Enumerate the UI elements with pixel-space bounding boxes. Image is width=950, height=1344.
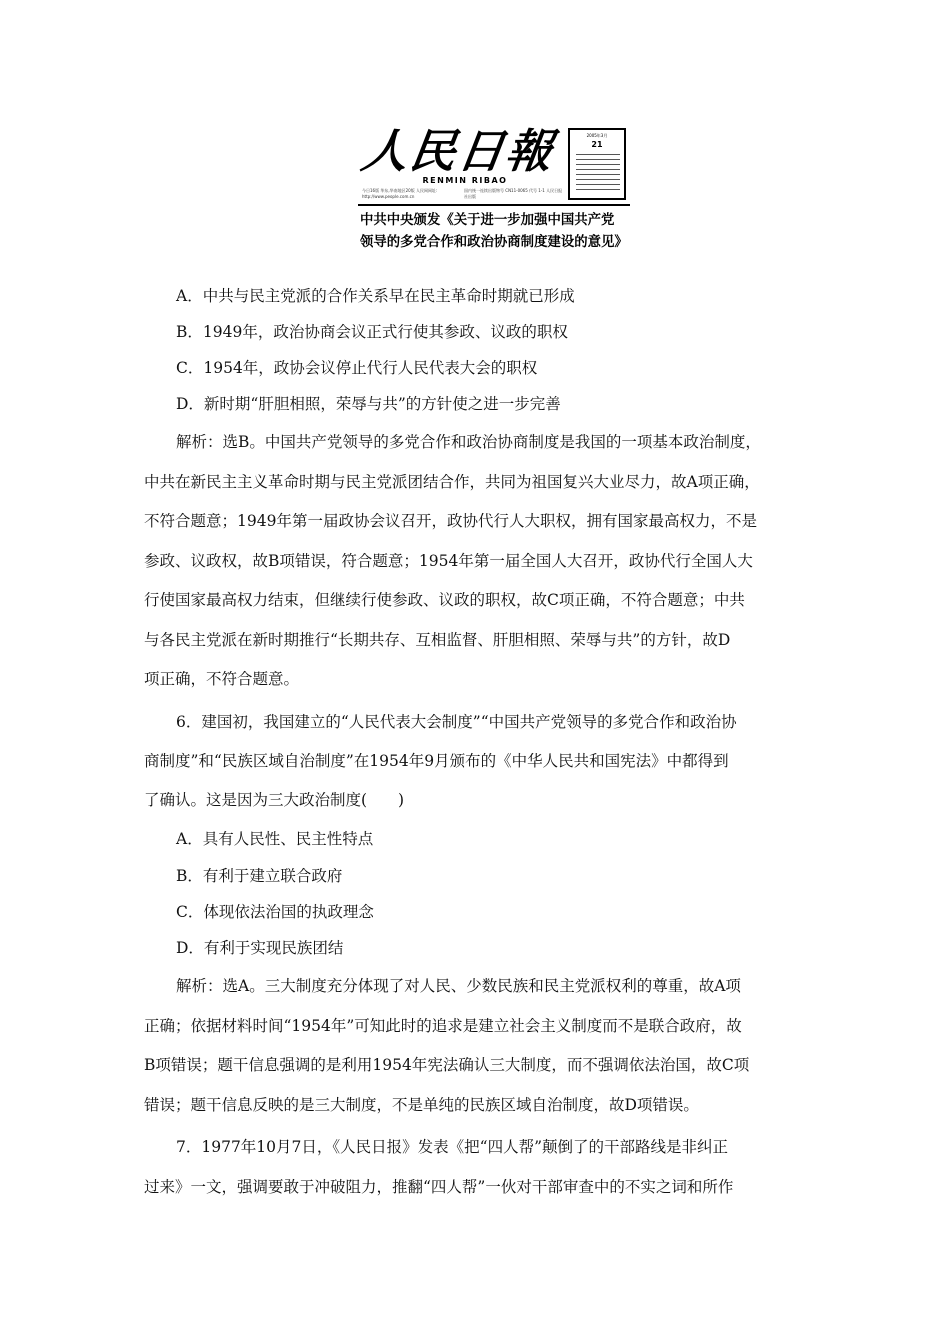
newspaper-logo: 人民日報: [358, 124, 558, 178]
q6-stem-line: 商制度”和“民族区域自治制度”在1954年9月颁布的《中华人民共和国宪法》中都得到: [144, 752, 729, 770]
q6-analysis-line: 错误；题干信息反映的是三大制度，不是单纯的民族区域自治制度，故D项错误。: [144, 1096, 699, 1114]
q5-analysis-line: 参政、议政权，故B项错误，符合题意；1954年第一届全国人大召开，政协代行全国人大: [144, 552, 753, 570]
q5-option-b: B．1949年，政治协商会议正式行使其参政、议政的职权: [176, 323, 568, 341]
masthead-divider: [358, 204, 630, 206]
q5-analysis-line: 中共在新民主主义革命时期与民主党派团结合作，共同为祖国复兴大业尽力，故A项正确，: [144, 473, 760, 491]
masthead-box-text-lines: [576, 154, 620, 194]
q5-analysis-line: 不符合题意；1949年第一届政协会议召开，政协代行人大职权，拥有国家最高权力，不是: [144, 512, 757, 530]
masthead-date-box: [568, 128, 626, 200]
q6-option-b: B．有利于建立联合政府: [176, 867, 343, 885]
masthead-top: [358, 126, 630, 202]
masthead-info-left: 今日16版 华东,华南地区20版 人民网网址: http://www.people.com.cn: [362, 188, 438, 199]
q6-stem-line: 了确认。这是因为三大政治制度( ): [144, 791, 405, 809]
newspaper-masthead-image: [358, 126, 630, 260]
q5-option-d: D．新时期“肝胆相照，荣辱与共”的方针使之进一步完善: [176, 395, 561, 413]
headline-line-2: 领导的多党合作和政治协商制度建设的意见》: [360, 235, 628, 250]
q6-option-a: A．具有人民性、民主性特点: [176, 830, 374, 848]
q7-stem-line: 过来》一文，强调要敢于冲破阻力，推翻“四人帮”一伙对干部审查中的不实之词和所作: [144, 1178, 734, 1196]
q5-option-c: C．1954年，政协会议停止代行人民代表大会的职权: [176, 359, 538, 377]
masthead-day: 21: [591, 140, 603, 149]
q6-option-d: D．有利于实现民族团结: [176, 939, 344, 957]
q5-option-a: A．中共与民主党派的合作关系早在民主革命时期就已形成: [176, 287, 575, 305]
q6-analysis-line: 正确；依据材料时间“1954年”可知此时的追求是建立社会主义制度而不是联合政府，故: [144, 1017, 742, 1035]
q6-analysis-line: 解析：选A。三大制度充分体现了对人民、少数民族和民主党派权利的尊重，故A项: [176, 977, 741, 995]
q5-analysis-line: 与各民主党派在新时期推行“长期共存、互相监督、肝胆相照、荣辱与共”的方针，故D: [144, 631, 731, 649]
masthead-info-right: 国内统一连续出版物号 CN11-0065 代号 1-1 人民日报社出版: [464, 188, 563, 199]
q5-analysis-line: 解析：选B。中国共产党领导的多党合作和政治协商制度是我国的一项基本政治制度，: [176, 433, 761, 451]
q6-stem-line: 6．建国初，我国建立的“人民代表大会制度”“中国共产党领导的多党合作和政治协: [176, 713, 737, 731]
q6-option-c: C．体现依法治国的执政理念: [176, 903, 374, 921]
headline-line-1: 中共中央颁发《关于进一步加强中国共产党: [360, 213, 615, 228]
masthead-headline: [360, 210, 628, 254]
masthead-date: 2005年3月: [586, 133, 608, 138]
q7-stem-line: 7．1977年10月7日，《人民日报》发表《把“四人帮”颠倒了的干部路线是非纠正: [176, 1138, 728, 1156]
q6-analysis-line: B项错误；题干信息强调的是利用1954年宪法确认三大制度，而不强调依法治国，故C项: [144, 1056, 750, 1074]
q5-analysis-line: 项正确，不符合题意。: [144, 670, 300, 688]
q5-analysis-line: 行使国家最高权力结束，但继续行使参政、议政的职权，故C项正确，不符合题意；中共: [144, 591, 745, 609]
newspaper-romanized-name: RENMIN RIBAO: [422, 176, 508, 185]
